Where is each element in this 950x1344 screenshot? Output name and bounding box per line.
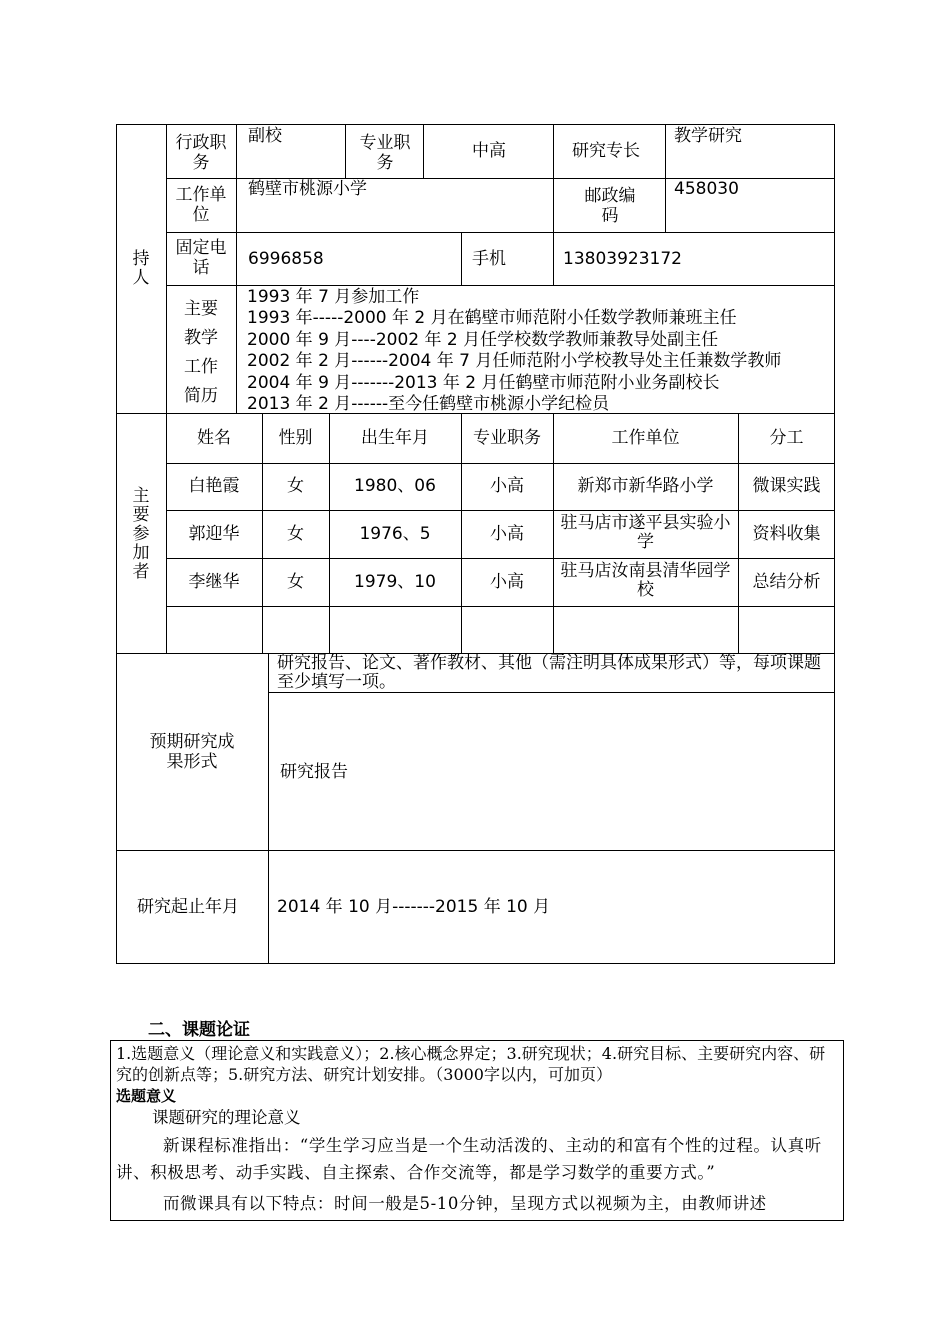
- col-divider: [665, 124, 666, 232]
- col-divider: [268, 653, 269, 964]
- row-divider: [166, 606, 835, 607]
- table-cell: 李继华: [188, 572, 240, 592]
- table-cell: 驻马店汝南县清华园学校: [560, 561, 731, 600]
- table-cell: 驻马店市遂平县实验小学: [560, 513, 731, 552]
- row-divider: [166, 463, 835, 464]
- outcome-value: 研究报告: [280, 762, 348, 782]
- participants-side-label: 主要参加者: [132, 486, 150, 582]
- argumentation-instructions: 1.选题意义（理论意义和实践意义）；2.核心概念界定；3.研究现状；4.研究目标、主要研究内容、研究的创新点等；5.研究方法、研究计划安排。（3000字以内，可加页）: [116, 1044, 826, 1084]
- row-divider: [166, 558, 835, 559]
- header-birth: 出生年月: [361, 428, 429, 448]
- col-divider: [345, 124, 346, 178]
- applicant-side-label: 持人: [132, 249, 150, 288]
- col-divider: [423, 124, 424, 178]
- table-cell: 小高: [490, 476, 524, 496]
- table-cell: 微课实践: [752, 476, 821, 496]
- section-subheading: 课题研究的理论意义: [152, 1108, 301, 1127]
- mobile-label: 手机: [472, 249, 506, 269]
- section-heading: 选题意义: [116, 1087, 177, 1105]
- col-divider: [236, 124, 237, 414]
- section-title: 二、课题论证: [148, 1020, 250, 1040]
- resume-line: 2013 年 2 月------至今任鹤壁市桃源小学纪检员: [247, 394, 610, 415]
- table-cell: 女: [287, 476, 304, 496]
- resume-lines: [247, 287, 781, 415]
- period-label: 研究起止年月: [137, 897, 239, 917]
- col-divider: [553, 413, 554, 654]
- admin-post-value: 副校: [248, 126, 282, 146]
- header-role: 分工: [769, 428, 804, 448]
- resume-line: 1993 年 7 月参加工作: [247, 287, 420, 307]
- outcome-note: 研究报告、论文、著作教材、其他（需注明具体成果形式）等，每项课题至少填写一项。: [277, 653, 821, 692]
- row-divider: [268, 692, 835, 693]
- phone-label: 固定电话: [175, 238, 227, 278]
- admin-post-label: 行政职务: [175, 133, 227, 173]
- resume-line: 2002 年 2 月------2004 年 7 月任师范附小学校教导处主任兼数学教师: [247, 351, 782, 372]
- resume-line: 2000 年 9 月----2002 年 2 月任学校数学教师兼教导处副主任: [247, 329, 719, 350]
- table-cell: 1980、06: [354, 476, 436, 496]
- resume-line: 2004 年 9 月-------2013 年 2 月任鹤壁市师范附小业务副校长: [247, 372, 720, 393]
- outcome-label: 预期研究成果形式: [149, 732, 235, 772]
- resume-line: 1993 年-----2000 年 2 月在鹤壁市师范附小任数学教师兼班主任: [247, 308, 737, 329]
- paragraph: 新课程标准指出：“学生学习应当是一个生动活泼的、主动的和富有个性的过程。认真听讲、积极思考、动手实践、自主探索、合作交流等，都是学习数学的重要方式。”: [116, 1136, 822, 1182]
- row-divider: [166, 232, 835, 233]
- table-cell: 总结分析: [752, 572, 821, 592]
- paragraph: 而微课具有以下特点：时间一般是5-10分钟，呈现方式以视频为主，由教师讲述: [163, 1194, 767, 1213]
- section-divider: [116, 850, 835, 851]
- specialty-value: 教学研究: [674, 126, 742, 146]
- table-cell: 新郑市新华路小学: [577, 476, 714, 496]
- phone-value: 6996858: [248, 249, 324, 269]
- table-cell: 郭迎华: [188, 524, 240, 544]
- table-cell: 女: [287, 572, 304, 592]
- header-title: 专业职务: [473, 428, 541, 448]
- table-cell: 白艳霞: [188, 476, 240, 496]
- col-divider: [553, 124, 554, 286]
- table-cell: 1979、10: [354, 572, 436, 592]
- resume-label: 主要 教学 工作 简历: [184, 299, 218, 406]
- prof-title-value: 中高: [472, 141, 506, 161]
- table-cell: 小高: [490, 572, 524, 592]
- table-cell: 资料收集: [752, 524, 821, 544]
- header-name: 姓名: [197, 428, 231, 448]
- row-divider: [166, 285, 835, 286]
- unit-value: 鹤壁市桃源小学: [248, 179, 367, 199]
- table-cell: 小高: [490, 524, 524, 544]
- table-cell: 女: [287, 524, 304, 544]
- specialty-label: 研究专长: [572, 141, 640, 161]
- period-value: 2014 年 10 月-------2015 年 10 月: [277, 897, 551, 917]
- postal-label: 邮政编码: [584, 186, 636, 226]
- header-gender: 性别: [278, 428, 313, 448]
- unit-label: 工作单位: [175, 185, 227, 225]
- mobile-value: 13803923172: [563, 249, 682, 269]
- col-divider: [461, 232, 462, 286]
- table-cell: 1976、5: [359, 524, 431, 544]
- prof-title-label: 专业职务: [359, 133, 411, 173]
- postal-value: 458030: [674, 179, 739, 199]
- header-unit: 工作单位: [611, 428, 680, 448]
- row-divider: [166, 510, 835, 511]
